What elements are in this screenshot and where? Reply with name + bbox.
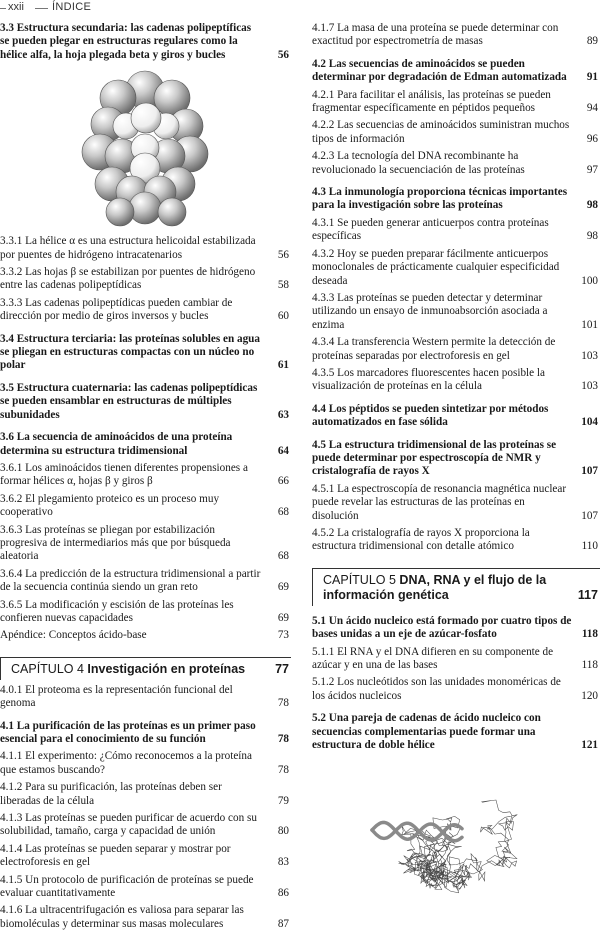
entry-page-number: 98 (586, 230, 598, 243)
entry-page-number: 66 (277, 475, 289, 488)
chapter-label: CAPÍTULO 4 (11, 661, 84, 676)
entry-title: 4.2 Las secuencias de aminoácidos se pueden determinar por degradación de Edman automatizada (312, 57, 567, 84)
entry-title: 4.3.3 Las proteínas se pueden detectar y determinar utilizando un ensayo de inmunoabsorción asociada a enzima (312, 291, 548, 331)
toc-subsection-entry[interactable] (0, 524, 291, 564)
toc-section-entry[interactable] (312, 615, 600, 642)
entry-title: 3.3.1 La hélice α es una estructura helicoidal estabilizada por puentes de hidrógeno intracatenarios (0, 235, 256, 261)
entry-title: 3.6.2 El plegamiento proteico es un proceso muy cooperativo (0, 492, 220, 519)
entry-title: 3.6.1 Los aminoácidos tienen diferentes propensiones a formar hélices α, hojas β y giros β (0, 461, 248, 488)
toc-subsection-entry[interactable] (0, 812, 291, 839)
entry-title: 3.3.2 Las hojas β se estabilizan por puentes de hidrógeno entre las cadenas polipeptídicas (0, 266, 256, 292)
entry-title: 4.3 La inmunología proporciona técnicas importantes para la investigación sobre las proteínas (312, 186, 568, 212)
alpha-helix-space-filling-figure (0, 68, 291, 231)
running-header (0, 0, 600, 16)
entry-page-number: 118 (581, 628, 598, 641)
entry-title: 3.6.4 La predicción de la estructura tridimensional a partir de la secuencia continúa siendo un gran reto (0, 567, 261, 594)
entry-page-number: 91 (586, 71, 598, 84)
entry-page-number: 86 (277, 887, 289, 900)
entry-page-number: 79 (277, 794, 289, 807)
entry-page-number: 69 (277, 581, 289, 594)
toc-subsection-entry[interactable] (312, 292, 600, 332)
toc-subsection-entry[interactable] (0, 568, 291, 595)
toc-section-entry[interactable] (0, 333, 291, 373)
entry-page-number: 87 (277, 917, 289, 930)
entry-title: 4.1.6 La ultracentrifugación es valiosa para separar las biomoléculas y determinar sus masas moleculares (0, 904, 244, 930)
toc-subsection-entry[interactable] (312, 336, 600, 363)
toc-subsection-entry[interactable] (312, 527, 600, 554)
entry-page-number: 78 (277, 763, 289, 776)
entry-title: 4.3.5 Los marcadores fluorescentes hacen posible la visualización de proteínas en la célula (312, 366, 545, 393)
entry-page-number: 107 (581, 509, 598, 522)
toc-subsection-entry[interactable] (0, 684, 291, 711)
chapter-title: Investigación en proteínas (87, 661, 246, 676)
entry-title: 4.2.1 Para facilitar el análisis, las proteínas se pueden fragmentar específicamente en péptidos pequeños (312, 88, 551, 115)
toc-section-entry[interactable] (312, 58, 600, 85)
entry-title: 4.1.3 Las proteínas se pueden purificar de acuerdo con su solubilidad, tamaño, carga y capacidad de unión (0, 812, 257, 838)
entry-page-number: 61 (277, 359, 289, 372)
protein-figure (0, 68, 291, 231)
toc-subsection-entry[interactable] (0, 493, 291, 520)
entry-page-number: 104 (581, 416, 598, 429)
toc-subsection-entry[interactable] (0, 462, 291, 489)
entry-title: 4.3.4 La transferencia Western permite la detección de proteínas separadas por electroforesis en gel (312, 336, 556, 362)
toc-section-entry[interactable] (0, 22, 291, 62)
toc-subsection-entry[interactable] (0, 629, 291, 642)
toc-subsection-entry[interactable] (312, 150, 600, 177)
chapter-heading[interactable] (312, 568, 600, 606)
entry-page-number: 56 (277, 48, 289, 61)
toc-subsection-entry[interactable] (312, 367, 600, 394)
entry-page-number: 56 (277, 248, 289, 261)
entry-page-number: 68 (277, 550, 289, 563)
entry-title: 4.1 La purificación de las proteínas es un primer paso esencial para el conocimiento de su función (0, 719, 256, 745)
entry-page-number: 100 (581, 274, 598, 287)
toc-section-entry[interactable] (312, 186, 600, 213)
chapter-page-number: 77 (275, 661, 289, 676)
toc-subsection-entry[interactable] (312, 22, 600, 49)
entry-title: 3.5 Estructura cuaternaria: las cadenas polipeptídicas se pueden ensamblar en estructuras de múltiples subunidades (0, 381, 258, 421)
entry-page-number: 101 (581, 318, 598, 331)
entry-title: 5.1.2 Los nucleótidos son las unidades monoméricas de los ácidos nucleicos (312, 676, 561, 702)
toc-subsection-entry[interactable] (312, 217, 600, 244)
entry-title: 4.2.3 La tecnología del DNA recombinante ha revolucionado la secuenciación de las proteínas (312, 150, 525, 176)
toc-subsection-entry[interactable] (0, 904, 291, 931)
entry-page-number: 60 (277, 310, 289, 323)
entry-page-number: 98 (586, 199, 598, 212)
entry-title: 4.3.2 Hoy se pueden preparar fácilmente anticuerpos monoclonales de prácticamente cualquier especificidad deseada (312, 247, 560, 287)
entry-page-number: 83 (277, 856, 289, 869)
entry-title: 3.6.3 Las proteínas se pliegan por estabilización progresiva de intermediarios más que por búsqueda aleatoria (0, 523, 231, 563)
entry-page-number: 80 (277, 825, 289, 838)
molecular-backbone-trace (399, 800, 518, 893)
entry-page-number: 118 (581, 659, 598, 672)
toc-left-column (0, 22, 291, 931)
entry-title: 3.6.5 La modificación y escisión de las proteínas les confieren nuevas capacidades (0, 598, 234, 624)
entry-page-number: 78 (277, 733, 289, 745)
entry-page-number: 64 (277, 444, 289, 457)
entry-title: 4.3.1 Se pueden generar anticuerpos contra proteínas específicas (312, 216, 549, 243)
running-title: ÍNDICE (52, 1, 92, 13)
entry-title: 4.5 La estructura tridimensional de las proteínas se puede determinar por espectroscopía de NMR y cristalografía de rayos X (312, 438, 557, 478)
toc-subsection-entry[interactable] (312, 248, 600, 288)
entry-page-number: 73 (277, 629, 289, 642)
toc-section-entry[interactable] (312, 439, 600, 479)
entry-title: 5.1 Un ácido nucleico está formado por cuatro tipos de bases unidas a un eje de azúcar-fosfato (312, 614, 572, 641)
entry-page-number: 97 (586, 163, 598, 176)
toc-section-entry[interactable] (0, 720, 291, 747)
entry-page-number: 121 (581, 739, 598, 752)
toc-subsection-entry[interactable] (0, 599, 291, 626)
entry-title: 3.3 Estructura secundaria: las cadenas polipeptíficas se pueden plegar en estructuras regulares como la hélice alfa, la hoja plegada beta y giros y bucles (0, 22, 252, 61)
header-rule (35, 8, 48, 9)
page-number: xxii (8, 1, 24, 13)
entry-page-number: 58 (277, 279, 289, 292)
toc-subsection-entry[interactable] (0, 874, 291, 901)
entry-title: 4.1.2 Para su purificación, las proteínas deben ser liberadas de la célula (0, 781, 222, 807)
entry-title: Apéndice: Conceptos ácido-base (0, 629, 147, 642)
entry-title: 5.1.1 El RNA y el DNA difieren en su componente de azúcar y en una de las bases (312, 645, 554, 672)
chapter-page-number: 117 (577, 587, 598, 602)
entry-page-number: 103 (581, 349, 598, 362)
toc-section-entry[interactable] (312, 403, 600, 430)
chapter-title: DNA, RNA y el flujo de la información genética (323, 572, 547, 602)
entry-title: 5.2 Una pareja de cadenas de ácido nucleico con secuencias complementarias puede formar una estructura de doble hélice (312, 712, 541, 752)
toc-subsection-entry[interactable] (0, 781, 291, 808)
toc-subsection-entry[interactable] (312, 483, 600, 523)
nucleic-acid-figure (312, 762, 600, 902)
entry-page-number: 89 (586, 35, 598, 48)
toc-subsection-entry[interactable] (0, 843, 291, 870)
chapter-heading[interactable] (0, 657, 291, 680)
toc-right-column (312, 22, 600, 902)
toc-section-entry[interactable] (312, 712, 600, 752)
entry-title: 4.2.2 Las secuencias de aminoácidos suministran muchos tipos de información (312, 119, 570, 145)
entry-page-number: 68 (277, 506, 289, 519)
toc-subsection-entry[interactable] (0, 750, 291, 777)
toc-section-entry[interactable] (0, 382, 291, 422)
entry-page-number: 63 (277, 408, 289, 421)
toc-subsection-entry[interactable] (0, 235, 291, 262)
entry-title: 3.4 Estructura terciaria: las proteínas solubles en agua se pliegan en estructuras compactas con un núcleo no polar (0, 332, 260, 372)
atom-sphere (158, 198, 186, 226)
toc-subsection-entry[interactable] (312, 119, 600, 146)
entry-page-number: 96 (586, 132, 598, 145)
entry-title: 4.0.1 El proteoma es la representación funcional del genoma (0, 683, 233, 710)
entry-page-number: 69 (277, 611, 289, 624)
double-helix-structure-figure (312, 762, 600, 902)
entry-title: 4.5.1 La espectroscopía de resonancia magnética nuclear puede revelar las estructuras de las proteínas en disolución (312, 482, 567, 522)
entry-page-number: 110 (581, 540, 598, 553)
entry-title: 3.3.3 Las cadenas polipeptídicas pueden cambiar de dirección por medio de giros inversos y bucles (0, 296, 233, 323)
toc-subsection-entry[interactable] (312, 89, 600, 116)
entry-title: 4.4 Los péptidos se pueden sintetizar por métodos automatizados en fase sólida (312, 402, 549, 429)
entry-title: 4.1.7 La masa de una proteína se puede determinar con exactitud por espectrometría de masas (312, 22, 559, 48)
toc-section-entry[interactable] (0, 431, 291, 458)
toc-subsection-entry[interactable] (0, 297, 291, 324)
entry-page-number: 94 (586, 102, 598, 115)
entry-title: 4.5.2 La cristalografía de rayos X proporciona la estructura tridimensional con detalle atómico (312, 527, 530, 553)
entry-title: 4.1.5 Un protocolo de purificación de proteínas se puede evaluar cuantitativamente (0, 873, 254, 900)
entry-page-number: 107 (581, 465, 598, 478)
entry-title: 4.1.1 El experimento: ¿Cómo reconocemos a la proteína que estamos buscando? (0, 750, 252, 776)
header-rule (0, 8, 6, 9)
entry-title: 4.1.4 Las proteínas se pueden separar y mostrar por electroforesis en gel (0, 842, 231, 869)
entry-page-number: 120 (581, 689, 598, 702)
entry-page-number: 78 (277, 697, 289, 710)
toc-subsection-entry[interactable] (312, 676, 600, 703)
atom-sphere (106, 198, 134, 226)
entry-title: 3.6 La secuencia de aminoácidos de una proteína determina su estructura tridimensional (0, 431, 233, 457)
toc-subsection-entry[interactable] (312, 646, 600, 673)
atom-sphere (129, 192, 161, 224)
atom-sphere (131, 103, 161, 133)
entry-page-number: 103 (581, 380, 598, 393)
chapter-label: CAPÍTULO 5 (323, 572, 396, 587)
toc-subsection-entry[interactable] (0, 266, 291, 293)
